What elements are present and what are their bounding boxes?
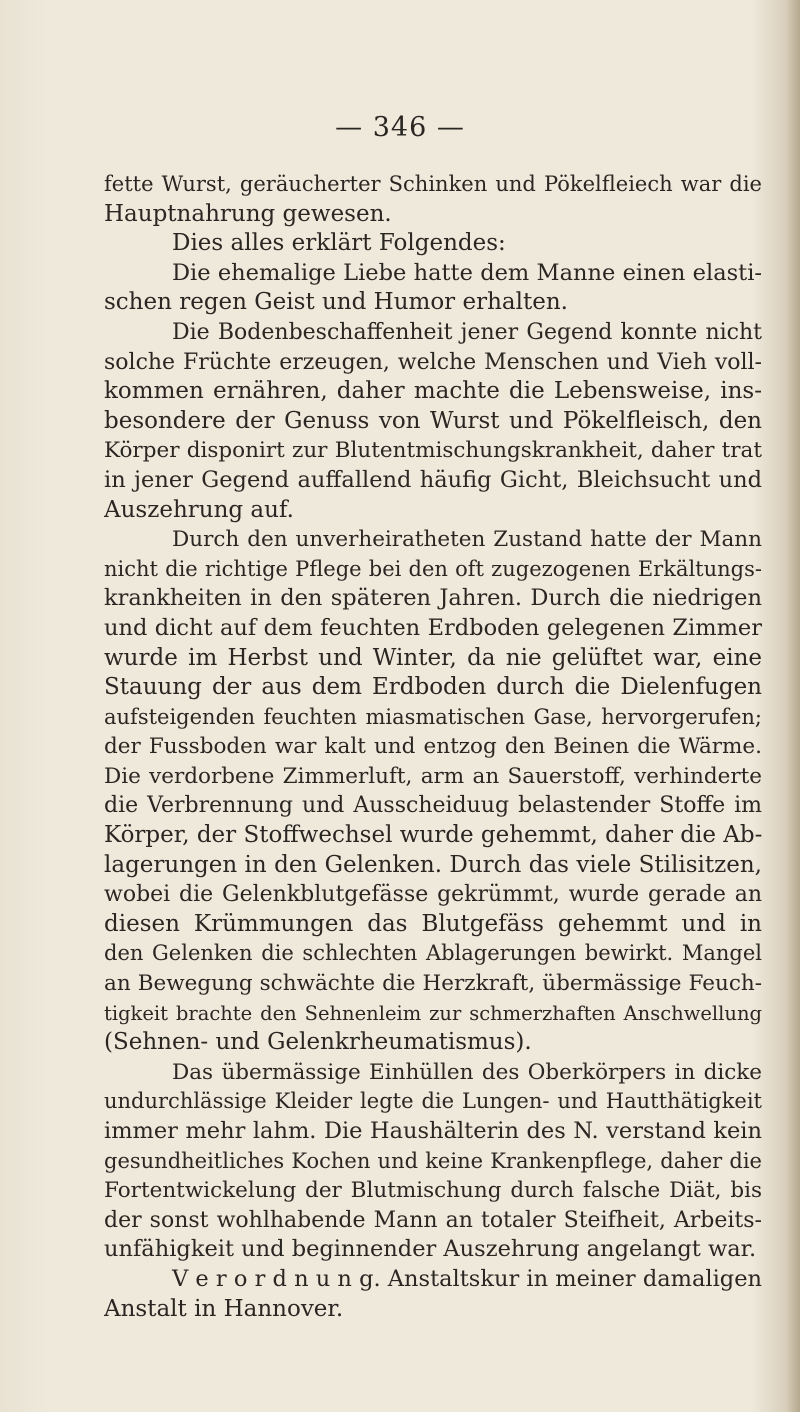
text-line: besondere der Genuss von Wurst und Pökelfleisch, den [104, 407, 762, 434]
text-line: die Verbrennung und Ausscheiduug belastender Stoffe im [104, 793, 762, 819]
text-line: gesundheitliches Kochen und keine Krankenpflege, daher die [104, 1148, 762, 1173]
text-line: krankheiten in den späteren Jahren. Durch die niedrigen [104, 585, 762, 612]
text-line: Die verdorbene Zimmerluft, arm an Sauerstoff, verhinderte [104, 763, 762, 789]
text-line: lagerungen in den Gelenken. Durch das viele Stilisitzen, [104, 851, 762, 878]
text-line: Körper, der Stoffwechsel wurde gehemmt, daher die Ab- [104, 822, 762, 849]
text-line: unfähigkeit und beginnender Auszehrung angelangt war. [104, 1236, 757, 1263]
body-text [104, 170, 762, 1324]
text-line: schen regen Geist und Humor erhalten. [104, 289, 568, 316]
text-line: fette Wurst, geräucherter Schinken und Pökelfleiech war die [104, 172, 762, 196]
text-line: immer mehr lahm. Die Haushälterin des N. verstand kein [104, 1118, 762, 1144]
text-line: Hauptnahrung gewesen. [104, 200, 392, 227]
text-line: wurde im Herbst und Winter, da nie gelüftet war, eine [104, 644, 762, 671]
text-line: an Bewegung schwächte die Herzkraft, übermässige Feuch- [104, 971, 762, 997]
text-line: in jener Gegend auffallend häufig Gicht, Bleichsucht und [104, 466, 762, 493]
page-edge-shadow [786, 0, 800, 1412]
text-line: Stauung der aus dem Erdboden durch die Dielenfugen [104, 674, 762, 701]
text-line: nicht die richtige Pflege bei den oft zugezogenen Erkältungs- [104, 556, 762, 581]
page-number: — 346 — [335, 112, 465, 143]
text-line: den Gelenken die schlechten Ablagerungen bewirkt. Mangel [104, 941, 762, 966]
text-line: Das übermässige Einhüllen des Oberkörpers in dicke [172, 1059, 762, 1085]
text-line: Dies alles erklärt Folgendes: [172, 230, 506, 257]
text-line: Auszehrung auf. [104, 496, 294, 523]
text-line: der sonst wohlhabende Mann an totaler Steifheit, Arbeits- [104, 1207, 762, 1233]
text-line: und dicht auf dem feuchten Erdboden gelegenen Zimmer [104, 614, 762, 641]
text-line: Körper disponirt zur Blutentmischungskrankheit, daher trat [104, 438, 762, 464]
text-line: solche Früchte erzeugen, welche Menschen und Vieh voll- [104, 349, 762, 375]
text-line: Die Bodenbeschaffenheit jener Gegend konnte nicht [172, 319, 762, 345]
text-line: Durch den unverheiratheten Zustand hatte der Mann [172, 527, 762, 553]
text-line: Fortentwickelung der Blutmischung durch falsche Diät, bis [104, 1178, 762, 1204]
text-line: kommen ernähren, daher machte die Lebensweise, ins- [104, 378, 762, 405]
text-line: diesen Krümmungen das Blutgefäss gehemmt und in [104, 910, 762, 937]
text-line: der Fussboden war kalt und entzog den Beinen die Wärme. [104, 734, 762, 760]
text-line: Die ehemalige Liebe hatte dem Manne einen elasti- [172, 259, 762, 286]
text-line: wobei die Gelenkblutgefässe gekrümmt, wurde gerade an [104, 882, 762, 908]
text-line: aufsteigenden feuchten miasmatischen Gase, hervorgerufen; [104, 704, 762, 729]
text-line: (Sehnen- und Gelenkrheumatismus). [104, 1029, 532, 1056]
text-line: undurchlässige Kleider legte die Lungen- und Hautthätigkeit [104, 1089, 762, 1114]
text-line: tigkeit brachte den Sehnenleim zur schmerzhaften Anschwellung [104, 1001, 762, 1025]
text-line: V e r o r d n u n g. Anstaltskur in meiner damaligen [172, 1265, 762, 1292]
text-line: Anstalt in Hannover. [104, 1295, 344, 1322]
